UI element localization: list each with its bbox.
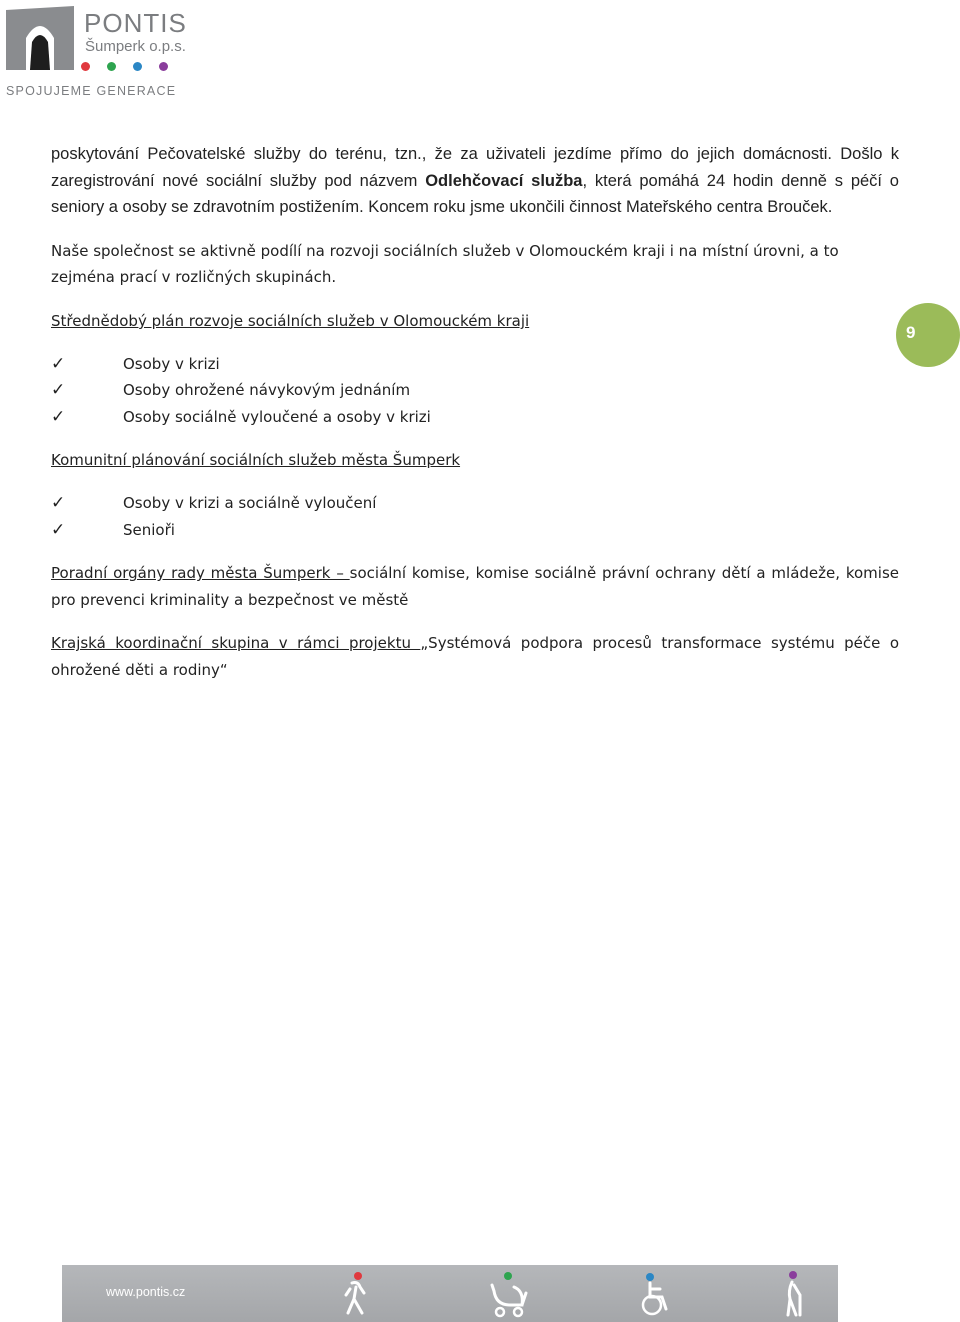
logo-dot-blue xyxy=(133,62,142,71)
paragraph-advisory-bodies xyxy=(51,560,899,613)
logo-dots xyxy=(81,62,168,71)
wheelchair-icon xyxy=(636,1269,676,1319)
paragraph-coordination-group xyxy=(51,630,899,683)
check-icon: ✓ xyxy=(51,406,66,427)
list-item: ✓ Osoby v krizi a sociálně vyloučení xyxy=(51,490,899,517)
section-heading-regional-plan: Střednědobý plán rozvoje sociálních služeb v Olomouckém kraji xyxy=(51,311,530,330)
check-icon: ✓ xyxy=(51,380,66,401)
check-icon: ✓ xyxy=(51,353,66,374)
logo-dot-green xyxy=(107,62,116,71)
paragraph-intro xyxy=(51,141,899,221)
advisory-bodies-text: sociální komise, komise sociálně právní ochrany dětí a mládeže, komise pro prevenci kriminality a bezpečnost ve městě xyxy=(51,564,900,609)
list-item: ✓ Osoby v krizi xyxy=(51,351,899,378)
paragraph-activity: Naše společnost se aktivně podílí na rozvoji sociálních služeb v Olomouckém kraji i na místní úrovni, a to zejména prací v rozličných skupinách. xyxy=(51,241,839,287)
section-heading-coordination-group: Krajská koordinační skupina v rámci projektu xyxy=(51,634,421,653)
paragraph-intro-text-b: , která pomáhá 24 hodin denně s péčí o seniory a osoby se zdravotním postižením. Koncem roku jsme ukončili činnost Mateřského centra Brouček. xyxy=(51,171,899,217)
elderly-icon xyxy=(778,1269,808,1319)
child-icon xyxy=(338,1269,374,1319)
pontis-logo xyxy=(4,2,204,102)
list-item: ✓ Osoby sociálně vyloučené a osoby v krizi xyxy=(51,404,899,431)
paragraph-intro-text-a: poskytování Pečovatelské služby do terénu, tzn., že za uživateli jezdíme přímo do jejich domácnosti. Došlo k zaregistrování nové sociální služby pod názvem xyxy=(51,145,899,190)
check-icon: ✓ xyxy=(51,519,66,540)
document-body xyxy=(51,141,899,684)
footer-url[interactable]: www.pontis.cz xyxy=(106,1285,186,1299)
coordination-group-text: „Systémová podpora procesů transformace systému péče o ohrožené děti a rodiny“ xyxy=(51,634,899,679)
service-name-bold: Odlehčovací služba xyxy=(425,171,583,190)
page-number-badge xyxy=(896,303,960,367)
arch-logo-icon xyxy=(4,4,76,72)
community-planning-list xyxy=(51,490,899,543)
check-icon: ✓ xyxy=(51,492,66,513)
page-number: 9 xyxy=(906,323,916,342)
logo-dot-purple xyxy=(159,62,168,71)
section-heading-community-planning: Komunitní plánování sociálních služeb města Šumperk xyxy=(51,451,461,470)
logo-subtitle: Šumperk o.p.s. xyxy=(85,38,186,55)
stroller-icon xyxy=(488,1269,532,1319)
logo-name: PONTIS xyxy=(84,8,187,38)
list-item: ✓ Osoby ohrožené návykovým jednáním xyxy=(51,377,899,404)
list-item: ✓ Senioři xyxy=(51,517,899,544)
logo-dot-red xyxy=(81,62,90,71)
logo-tagline: SPOJUJEME GENERACE xyxy=(6,84,177,98)
section-heading-advisory-bodies: Poradní orgány rady města Šumperk – xyxy=(51,564,350,583)
regional-plan-list xyxy=(51,351,899,431)
footer-band xyxy=(62,1265,838,1322)
